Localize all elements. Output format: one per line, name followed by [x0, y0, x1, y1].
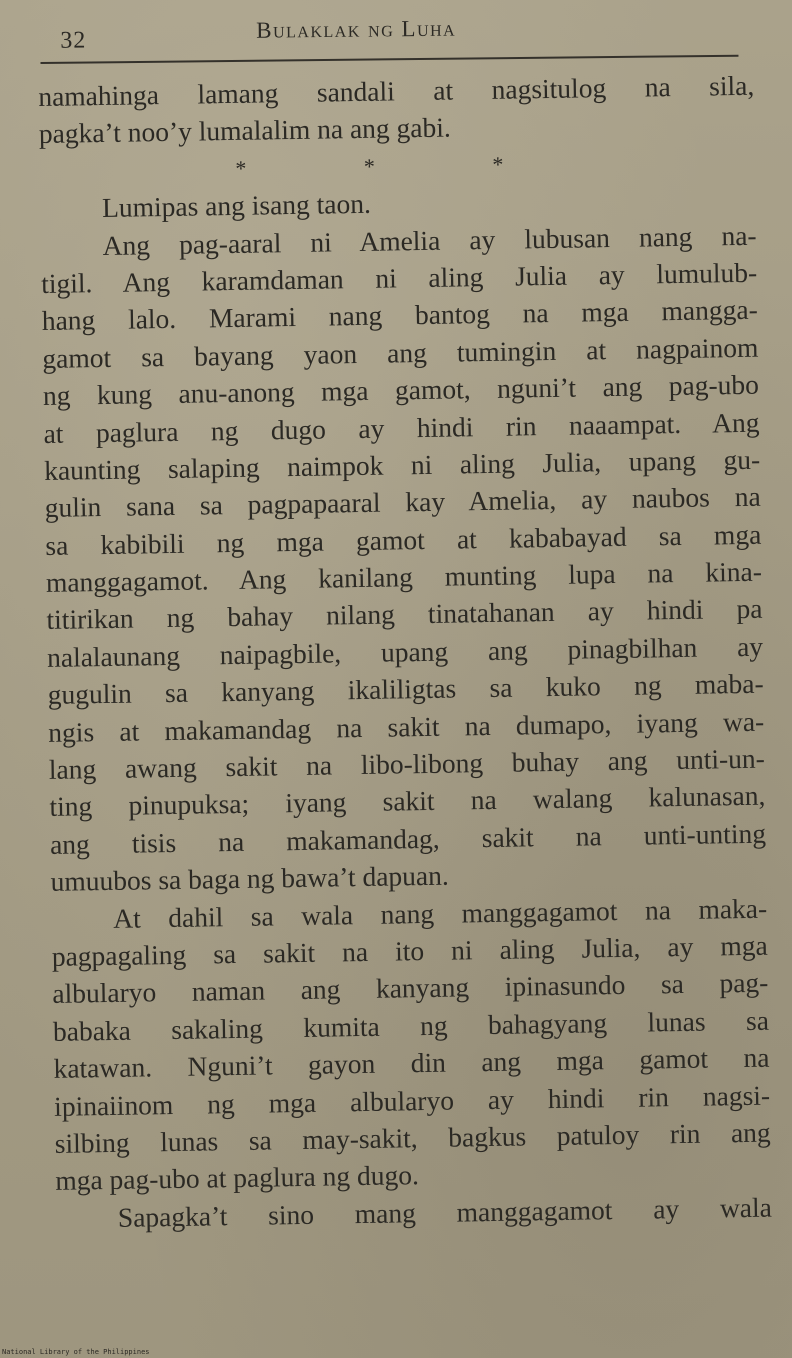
running-title: Bulaklak ng Luha [256, 15, 457, 43]
text-line: ngis at makamandag na sakit na dumapo, iyang wa- [48, 705, 765, 748]
text-line: ipinaiinom ng mga albularyo ay hindi rin nagsi- [53, 1079, 771, 1122]
text-line: pagka’t noo’y lumalalim na ang gabi. [38, 111, 451, 150]
text-line: tigil. Ang karamdaman ni aling Julia ay lumulub- [40, 256, 758, 299]
text-line: babaka sakaling kumita ng bahagyang lunas sa [52, 1004, 770, 1047]
text-line: At dahil sa wala nang manggagamot na maka- [112, 892, 768, 934]
text-line: hang lalo. Marami nang bantog na mga mangga- [41, 294, 758, 337]
text-line: Sapagka’t sino mang manggagamot ay wala [117, 1191, 773, 1233]
text-line: gamot sa bayang yaon ang tumingin at nagpainom [42, 331, 759, 374]
text-line: ang tisis na makamandag, sakit na unti-unting [49, 817, 767, 860]
text-line: gulin sana sa pagpapaaral kay Amelia, ay naubos na [44, 480, 761, 524]
text-line: Lumipas ang isang taon. [101, 187, 372, 224]
text-line: at paglura ng dugo ay hindi rin naaampat. Ang [43, 406, 760, 449]
text-line: sa kabibili ng mga gamot at kababayad sa mga [45, 518, 762, 561]
text-line: lang awang sakit na libo-libong buhay ang unti-un- [48, 742, 766, 785]
text-line: silbing lunas sa may-sakit, bagkus patuloy rin ang [54, 1116, 771, 1159]
text-line: gugulin sa kanyang ikaliligtas sa kuko ng maba- [47, 667, 764, 711]
text-line: ting pinupuksa; iyang sakit na walang kalunasan, [49, 780, 766, 823]
page-number: 32 [60, 27, 87, 54]
text-line: umuubos sa baga ng bawa’t dapuan. [50, 859, 449, 898]
text-line: mga pag-ubo at paglura ng dugo. [55, 1159, 420, 1197]
text-line: Ang pag-aaral ni Amelia ay lubusan nang na- [102, 219, 757, 261]
text-line: pagpagaling sa sakit na ito ni aling Julia, ay mga [51, 929, 768, 972]
text-line: katawan. Nguni’t gayon din ang mga gamot na [53, 1041, 770, 1085]
text-line: manggagamot. Ang kanilang munting lupa na kina- [45, 555, 763, 599]
text-line: titirikan ng bahay nilang tinatahanan ay hindi pa [46, 593, 763, 636]
page-header [40, 7, 740, 54]
section-break: * * * [235, 151, 504, 181]
text-line: nalalaunang naipagbile, upang ang pinagbilhan ay [46, 630, 764, 673]
body-text [38, 67, 772, 1237]
text-line: namahinga lamang sandali at nagsitulog na sila, [38, 69, 755, 112]
text-line: ng kung anu-anong mga gamot, nguni’t ang pag-ubo [42, 368, 760, 412]
text-line: kaunting salaping naimpok ni aling Julia, upang gu- [43, 443, 761, 486]
text-line: albularyo naman ang kanyang ipinasundo sa pag- [52, 967, 769, 1010]
footer-credit: National Library of the Philippines [2, 1348, 150, 1356]
header-rule [41, 55, 739, 64]
